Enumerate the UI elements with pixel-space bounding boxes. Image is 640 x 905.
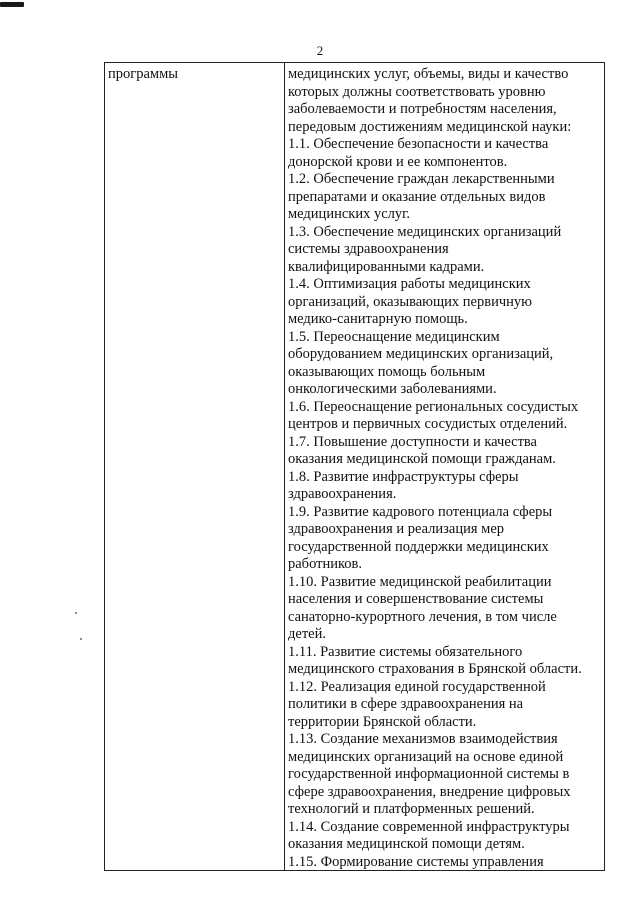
text-line: 1.1. Обеспечение безопасности и качества xyxy=(288,136,549,152)
scan-edge-mark xyxy=(0,2,24,7)
text-line: заболеваемости и потребностям населения, xyxy=(288,101,557,117)
text-line: государственной информационной системы в xyxy=(288,766,570,782)
text-line: 1.4. Оптимизация работы медицинских xyxy=(288,276,531,292)
text-line: 1.10. Развитие медицинской реабилитации xyxy=(288,573,552,590)
scan-speck xyxy=(80,638,82,640)
page-number: 2 xyxy=(316,43,324,58)
text-line: 1.14. Создание современной инфраструктуры xyxy=(288,818,570,835)
text-line: медико-санитарную помощь. xyxy=(288,311,468,327)
text-line: 1.8. Развитие инфраструктуры сферы xyxy=(288,468,519,485)
left-cell-text: программы xyxy=(108,66,178,82)
text-line: здравоохранения. xyxy=(288,486,397,502)
table-cell-right xyxy=(285,63,604,870)
text-line: донорской крови и ее компонентов. xyxy=(288,153,508,170)
text-line: оказывающих помощь больным xyxy=(288,363,486,380)
text-line: медицинских услуг, объемы, виды и качество xyxy=(288,66,569,82)
document-table xyxy=(104,62,605,871)
text-line: 1.15. Формирование системы управления xyxy=(288,853,544,870)
text-line: системы здравоохранения xyxy=(288,241,449,257)
text-line: работников. xyxy=(288,556,363,572)
text-line: центров и первичных сосудистых отделений. xyxy=(288,416,568,432)
text-line: оказания медицинской помощи гражданам. xyxy=(288,451,556,467)
text-line: территории Брянской области. xyxy=(288,713,477,730)
scan-speck xyxy=(75,612,77,614)
text-line: медицинского страхования в Брянской области. xyxy=(288,661,582,677)
text-line: населения и совершенствование системы xyxy=(288,591,544,607)
text-line: сфере здравоохранения, внедрение цифровых xyxy=(288,783,571,800)
text-line: санаторно-курортного лечения, в том числе xyxy=(288,608,557,625)
text-line: государственной поддержки медицинских xyxy=(288,538,549,555)
text-line: политики в сфере здравоохранения на xyxy=(288,696,524,712)
text-line: 1.6. Переоснащение региональных сосудистых xyxy=(288,398,579,415)
text-line: квалифицированными кадрами. xyxy=(288,258,485,275)
text-line: оказания медицинской помощи детям. xyxy=(288,836,525,852)
text-line: 1.2. Обеспечение граждан лекарственными xyxy=(288,171,555,187)
text-line: детей. xyxy=(288,626,326,642)
text-line: здравоохранения и реализация мер xyxy=(288,521,505,537)
text-line: организаций, оказывающих первичную xyxy=(288,293,532,310)
text-line: 1.12. Реализация единой государственной xyxy=(288,678,546,695)
text-line: медицинских организаций на основе единой xyxy=(288,748,564,765)
text-line: 1.9. Развитие кадрового потенциала сферы xyxy=(288,503,553,520)
text-line: препаратами и оказание отдельных видов xyxy=(288,188,546,205)
text-line: медицинских услуг. xyxy=(288,206,411,222)
text-line: 1.3. Обеспечение медицинских организаций xyxy=(288,223,562,240)
text-line: 1.5. Переоснащение медицинским xyxy=(288,328,500,345)
text-line: оборудованием медицинских организаций, xyxy=(288,346,554,362)
text-line: 1.13. Создание механизмов взаимодействия xyxy=(288,731,558,747)
text-line: передовым достижениям медицинской науки: xyxy=(288,118,572,135)
text-line: 1.11. Развитие системы обязательного xyxy=(288,643,523,660)
text-line: технологий и платформенных решений. xyxy=(288,801,535,817)
text-line: онкологическими заболеваниями. xyxy=(288,381,497,397)
text-line: 1.7. Повышение доступности и качества xyxy=(288,433,537,450)
table-cell-left xyxy=(105,63,285,870)
text-line: которых должны соответствовать уровню xyxy=(288,83,546,100)
